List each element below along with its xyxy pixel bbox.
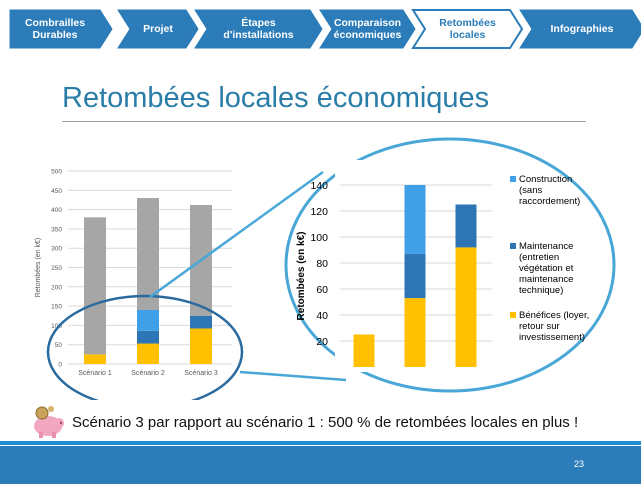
zoom-ylabel: Retombées (en k€) <box>296 231 307 321</box>
nav-tab-5[interactable]: Infographies <box>550 23 614 35</box>
small-ytick-label: 150 <box>51 303 62 311</box>
legend-label: technique) <box>519 285 564 296</box>
zoom-ytick-label: 60 <box>316 284 328 296</box>
nav-tab-4[interactable]: Retombées locales <box>439 17 496 41</box>
legend-swatch <box>510 176 516 182</box>
legend-swatch <box>510 243 516 249</box>
small-ytick-label: 450 <box>51 187 62 195</box>
zoom-bar-segment <box>405 185 426 254</box>
footer-accent-line <box>0 441 641 445</box>
summary-statement: Scénario 3 par rapport au scénario 1 : 500 % de retombées locales en plus ! <box>72 414 579 431</box>
page-number: 23 <box>573 459 584 469</box>
legend-label: retour sur <box>519 321 560 332</box>
page-title: Retombées locales économiques <box>62 82 490 114</box>
zoom-connector-bottom <box>240 372 346 380</box>
small-ytick-label: 50 <box>54 342 62 350</box>
small-ytick-label: 500 <box>51 168 62 176</box>
nav-tab-1[interactable]: Projet <box>143 23 173 35</box>
small-bar-segment <box>190 328 212 364</box>
small-ytick-label: 300 <box>51 245 62 253</box>
small-bar-segment <box>190 316 212 329</box>
nav-tab-0[interactable]: Combrailles Durables <box>24 17 86 41</box>
legend-label: maintenance <box>519 274 574 285</box>
small-bar-segment <box>137 344 159 364</box>
zoom-ytick-label: 40 <box>316 310 328 322</box>
zoom-ytick-label: 120 <box>310 206 328 218</box>
zoom-ytick-label: 80 <box>316 258 328 270</box>
nav-tab-3[interactable]: Comparaison économiques <box>333 17 402 41</box>
small-ytick-label: 400 <box>51 207 62 215</box>
small-bar-segment <box>84 217 106 354</box>
zoom-bar-segment <box>405 254 426 298</box>
small-bar-segment <box>137 310 159 331</box>
legend-label: (entretien <box>519 252 560 263</box>
legend-label: raccordement) <box>519 196 581 207</box>
zoom-bar-segment <box>456 247 477 367</box>
small-bar-segment <box>84 354 106 364</box>
zoom-bar-segment <box>456 205 477 248</box>
legend-swatch <box>510 312 516 318</box>
piggy-bank-icon <box>28 404 68 443</box>
zoom-bar-segment <box>405 298 426 367</box>
legend-label: investissement) <box>519 332 585 343</box>
legend-label: (sans <box>519 185 543 196</box>
small-ytick-label: 100 <box>51 322 62 330</box>
small-category-label: Scénario 2 <box>131 370 165 377</box>
legend-label: Bénéfices (loyer, <box>519 310 590 321</box>
small-category-label: Scénario 3 <box>184 370 218 377</box>
nav-tab-2[interactable]: Étapes d'installations <box>223 17 294 41</box>
zoom-bar-chart <box>296 160 589 372</box>
legend-label: Maintenance <box>519 241 574 252</box>
small-ytick-label: 350 <box>51 226 62 234</box>
zoom-ytick-label: 20 <box>316 336 328 348</box>
zoom-ytick-label: 100 <box>310 232 328 244</box>
small-bar-segment <box>137 331 159 344</box>
zoom-bar-segment <box>354 335 375 368</box>
small-ytick-label: 250 <box>51 265 62 272</box>
small-ytick-label: 0 <box>58 361 62 369</box>
legend-label: Construction <box>519 174 573 185</box>
footer-bar <box>0 446 641 484</box>
legend-label: végétation et <box>519 263 574 274</box>
small-category-label: Scénario 1 <box>78 370 112 377</box>
small-ylabel: Retombées (en k€) <box>35 237 42 298</box>
zoom-ytick-label: 140 <box>310 180 328 192</box>
small-bar-chart <box>35 169 232 378</box>
small-ytick-label: 200 <box>51 284 62 292</box>
